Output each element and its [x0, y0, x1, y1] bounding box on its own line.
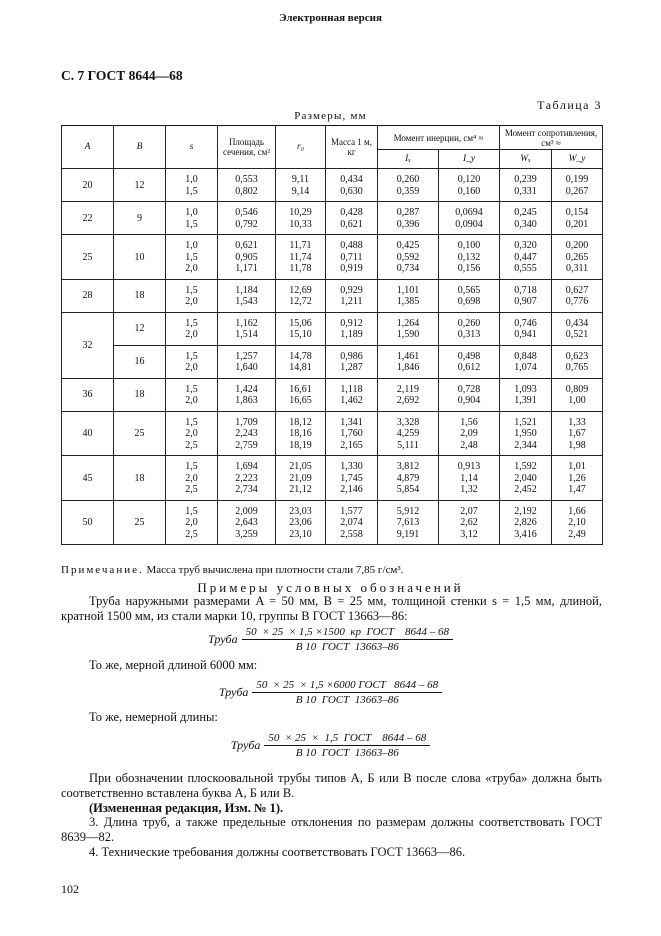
cell-wy: 0,809 1,00	[552, 378, 603, 411]
cell-iy: 0,120 0,160	[439, 169, 500, 202]
cell-s: 1,5 2,0 2,5	[166, 456, 218, 501]
cell-b: 10	[114, 235, 166, 280]
examples-title: Примеры условных обозначений	[197, 580, 464, 595]
cell-area: 0,553 0,802	[218, 169, 276, 202]
cell-r0: 16,61 16,65	[276, 378, 326, 411]
header-inertia: Момент инерции, см⁴ ≈	[378, 126, 500, 150]
cell-r0: 9,11 9,14	[276, 169, 326, 202]
table-row	[62, 279, 603, 312]
cell-mass: 1,118 1,462	[326, 378, 378, 411]
cell-wx: 1,521 1,950 2,344	[500, 411, 552, 456]
header-mass: Масса 1 м, кг	[326, 126, 378, 169]
cell-ix: 3,812 4,879 5,854	[378, 456, 439, 501]
cell-wx: 0,718 0,907	[500, 279, 552, 312]
cell-b: 12	[114, 169, 166, 202]
cell-wy: 0,623 0,765	[552, 345, 603, 378]
cell-s: 1,5 2,0	[166, 312, 218, 345]
amendment-note: (Измененная редакция, Изм. № 1).	[89, 801, 284, 815]
cell-wy: 1,01 1,26 1,47	[552, 456, 603, 501]
formula-label: Труба	[230, 738, 261, 752]
cell-wx: 1,093 1,391	[500, 378, 552, 411]
cell-mass: 0,912 1,189	[326, 312, 378, 345]
cell-b: 25	[114, 411, 166, 456]
cell-mass: 1,341 1,760 2,165	[326, 411, 378, 456]
cell-iy: 0,498 0,612	[439, 345, 500, 378]
header-iy: I_y	[439, 150, 500, 169]
sizes-caption: Размеры, мм	[294, 110, 367, 122]
cell-mass: 0,986 1,287	[326, 345, 378, 378]
table-row	[62, 500, 603, 545]
cell-iy: 1,56 2,09 2,48	[439, 411, 500, 456]
cell-a: 50	[62, 500, 114, 545]
cell-b: 18	[114, 279, 166, 312]
cell-ix: 2,119 2,692	[378, 378, 439, 411]
cell-iy: 0,100 0,132 0,156	[439, 235, 500, 280]
formula-numerator: 50 × 25 × 1,5 ×1500 кр ГОСТ 8644 – 68	[242, 626, 453, 640]
cell-mass: 1,330 1,745 2,146	[326, 456, 378, 501]
formula-1	[0, 626, 661, 653]
cell-wy: 0,627 0,776	[552, 279, 603, 312]
cell-iy: 2,07 2,62 3,12	[439, 500, 500, 545]
cell-iy: 0,565 0,698	[439, 279, 500, 312]
cell-b: 16	[114, 345, 166, 378]
cell-r0: 12,69 12,72	[276, 279, 326, 312]
cell-ix: 0,287 0,396	[378, 202, 439, 235]
header-wy: W_y	[552, 150, 603, 169]
table-row	[62, 202, 603, 235]
cell-a: 40	[62, 411, 114, 456]
cell-wy: 0,434 0,521	[552, 312, 603, 345]
page-number: 102	[61, 882, 79, 896]
cell-a: 32	[62, 312, 114, 378]
cell-a: 20	[62, 169, 114, 202]
cell-ix: 1,461 1,846	[378, 345, 439, 378]
cell-wx: 0,245 0,340	[500, 202, 552, 235]
cell-r0: 14,78 14,81	[276, 345, 326, 378]
table-row	[62, 456, 603, 501]
cell-s: 1,5 2,0	[166, 378, 218, 411]
cell-a: 45	[62, 456, 114, 501]
cell-s: 1,0 1,5	[166, 202, 218, 235]
cell-r0: 23,03 23,06 23,10	[276, 500, 326, 545]
cell-area: 2,009 2,643 3,259	[218, 500, 276, 545]
cell-area: 1,184 1,543	[218, 279, 276, 312]
cell-wx: 0,239 0,331	[500, 169, 552, 202]
formula-numerator: 50 × 25 × 1,5 ГОСТ 8644 – 68	[264, 732, 430, 746]
cell-s: 1,0 1,5 2,0	[166, 235, 218, 280]
formula-fraction	[264, 732, 430, 759]
cell-area: 1,162 1,514	[218, 312, 276, 345]
header-wx: Wₓ	[500, 150, 552, 169]
cell-wx: 0,746 0,941	[500, 312, 552, 345]
cell-a: 22	[62, 202, 114, 235]
cell-wx: 1,592 2,040 2,452	[500, 456, 552, 501]
cell-a: 28	[62, 279, 114, 312]
table-row	[62, 169, 603, 202]
example-paragraph-2: То же, мерной длиной 6000 мм:	[89, 658, 258, 672]
header-resistance: Момент сопротивления, см³ ≈	[500, 126, 603, 150]
cell-area: 1,424 1,863	[218, 378, 276, 411]
cell-wy: 0,154 0,201	[552, 202, 603, 235]
cell-b: 25	[114, 500, 166, 545]
cell-b: 12	[114, 312, 166, 345]
cell-wy: 1,33 1,67 1,98	[552, 411, 603, 456]
note-text: Масса труб вычислена при плотности стали 7,85 г/см³.	[143, 564, 404, 576]
cell-iy: 0,913 1,14 1,32	[439, 456, 500, 501]
cell-ix: 0,425 0,592 0,734	[378, 235, 439, 280]
table-note	[61, 564, 403, 576]
cell-s: 1,0 1,5	[166, 169, 218, 202]
header-a: A	[62, 126, 114, 169]
cell-mass: 0,488 0,711 0,919	[326, 235, 378, 280]
table-row	[62, 345, 603, 378]
formula-denominator: В 10 ГОСТ 13663–86	[295, 747, 399, 759]
cell-wx: 0,320 0,447 0,555	[500, 235, 552, 280]
header-r0: r₀	[276, 126, 326, 169]
length-requirement-paragraph: 3. Длина труб, а также предельные отклонения по размерам должны соответствовать ГОСТ 8639—82.	[61, 815, 602, 844]
cell-area: 1,709 2,243 2,759	[218, 411, 276, 456]
cell-r0: 18,12 18,16 18,19	[276, 411, 326, 456]
cell-area: 1,694 2,223 2,734	[218, 456, 276, 501]
cell-ix: 1,101 1,385	[378, 279, 439, 312]
cell-mass: 1,577 2,074 2,558	[326, 500, 378, 545]
example-paragraph-3: То же, немерной длины:	[89, 710, 218, 724]
cell-area: 0,546 0,792	[218, 202, 276, 235]
cell-ix: 3,328 4,259 5,111	[378, 411, 439, 456]
table-row	[62, 235, 603, 280]
cell-r0: 11,71 11,74 11,78	[276, 235, 326, 280]
formula-2	[0, 679, 661, 706]
technical-requirement-paragraph: 4. Технические требования должны соответствовать ГОСТ 13663—86.	[89, 845, 466, 859]
cell-b: 18	[114, 378, 166, 411]
cell-a: 36	[62, 378, 114, 411]
cell-a: 25	[62, 235, 114, 280]
cell-b: 18	[114, 456, 166, 501]
table-row	[62, 411, 603, 456]
cell-ix: 0,260 0,359	[378, 169, 439, 202]
header-s: s	[166, 126, 218, 169]
page-title: С. 7 ГОСТ 8644—68	[61, 68, 183, 83]
cell-wx: 0,848 1,074	[500, 345, 552, 378]
formula-fraction	[252, 679, 442, 706]
formula-label: Труба	[218, 685, 249, 699]
cell-wy: 0,200 0,265 0,311	[552, 235, 603, 280]
formula-label: Труба	[207, 632, 238, 646]
formula-fraction	[242, 626, 453, 653]
cell-s: 1,5 2,0	[166, 279, 218, 312]
cell-ix: 1,264 1,590	[378, 312, 439, 345]
table-label: Таблица 3	[537, 98, 602, 112]
cell-wy: 1,66 2,10 2,49	[552, 500, 603, 545]
note-label: Примечание.	[61, 564, 144, 576]
cell-mass: 0,929 1,211	[326, 279, 378, 312]
cell-wx: 2,192 2,826 3,416	[500, 500, 552, 545]
cell-area: 1,257 1,640	[218, 345, 276, 378]
formula-denominator: В 10 ГОСТ 13663–86	[295, 641, 399, 653]
header-b: B	[114, 126, 166, 169]
table-row	[62, 378, 603, 411]
formula-numerator: 50 × 25 × 1,5 ×6000 ГОСТ 8644 – 68	[252, 679, 442, 693]
cell-s: 1,5 2,0 2,5	[166, 411, 218, 456]
cell-iy: 0,260 0,313	[439, 312, 500, 345]
table-row	[62, 312, 603, 345]
cell-r0: 10,29 10,33	[276, 202, 326, 235]
formula-3	[0, 732, 661, 759]
cell-mass: 0,428 0,621	[326, 202, 378, 235]
formula-denominator: В 10 ГОСТ 13663–86	[295, 694, 399, 706]
cell-area: 0,621 0,905 1,171	[218, 235, 276, 280]
cell-wy: 0,199 0,267	[552, 169, 603, 202]
edition-header: Электронная версия	[279, 12, 382, 24]
type-letter-paragraph: При обозначении плоскоовальной трубы типов А, Б или В после слова «труба» должна быть соответственно вставлена буква А, Б или В.	[61, 771, 602, 800]
example-paragraph-1: Труба наружными размерами A = 50 мм, B = 25 мм, толщиной стенки s = 1,5 мм, длиной, кратной 1500 мм, из стали марки 10, группы В ГОСТ 13663—86:	[61, 594, 602, 623]
cell-s: 1,5 2,0	[166, 345, 218, 378]
cell-iy: 0,0694 0,0904	[439, 202, 500, 235]
header-ix: Iₓ	[378, 150, 439, 169]
cell-iy: 0,728 0,904	[439, 378, 500, 411]
cell-mass: 0,434 0,630	[326, 169, 378, 202]
cell-r0: 15,06 15,10	[276, 312, 326, 345]
header-area: Площадь сечения, см²	[218, 126, 276, 169]
cell-s: 1,5 2,0 2,5	[166, 500, 218, 545]
cell-ix: 5,912 7,613 9,191	[378, 500, 439, 545]
pipe-dimensions-table	[61, 125, 603, 545]
cell-r0: 21,05 21,09 21,12	[276, 456, 326, 501]
cell-b: 9	[114, 202, 166, 235]
